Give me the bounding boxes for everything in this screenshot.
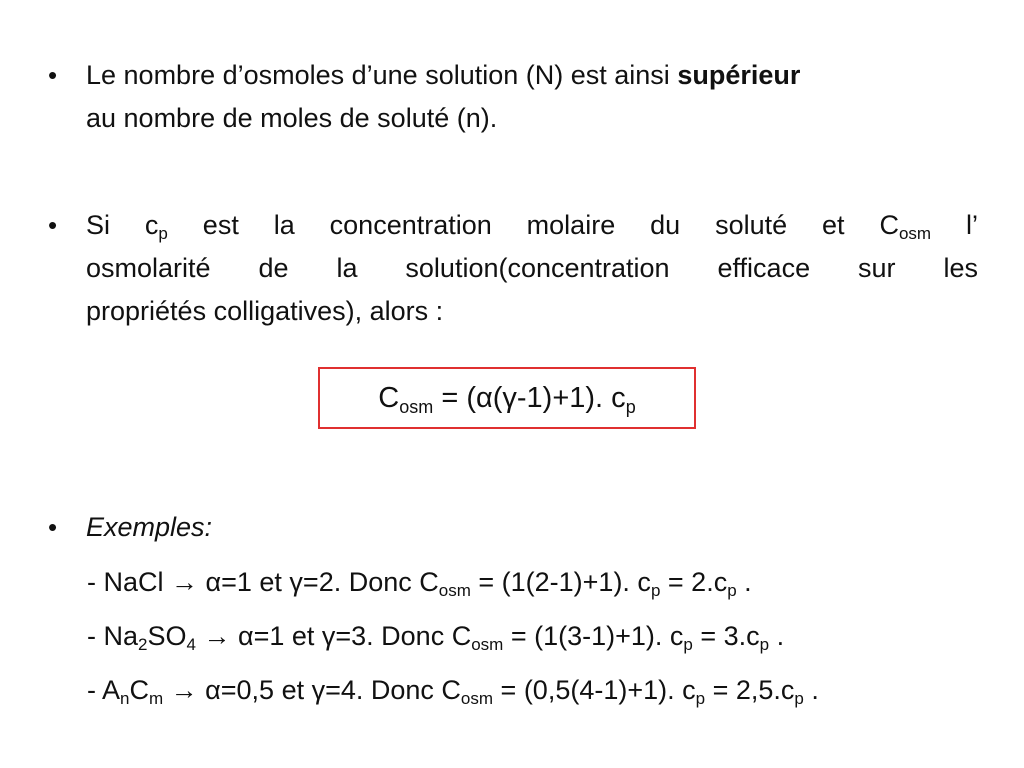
bullet-text	[86, 54, 978, 140]
bullet-dot: •	[48, 512, 58, 542]
bullet-osmoles	[48, 54, 978, 140]
bullet2-line3: propriétés colligatives), alors :	[86, 296, 444, 326]
bold-superieur: supérieur	[677, 60, 801, 90]
bullet2-line2: osmolarité de la solution(concentration efficace sur les	[86, 253, 978, 283]
example-nacl: - NaCl → α=1 et γ=2. Donc $C_{osm} = (1(2-1)+1)$. $c_p = 2.c_p$ .	[87, 567, 752, 600]
bullet1-line2: au nombre de moles de soluté (n).	[86, 103, 498, 133]
bullet-exemples	[48, 506, 978, 549]
bullet-concentration	[48, 204, 978, 333]
bullet-dot: •	[48, 60, 58, 90]
bullet-text	[86, 204, 978, 333]
bullet2-line1: Si $c_p$ est la concentration molaire du soluté et $C_{osm}$ l’	[86, 210, 978, 243]
bullet-dot: •	[48, 210, 58, 240]
formula-box: $C_{osm} = (\alpha(\gamma-1)+1)$. $c_p$	[318, 367, 696, 429]
example-na2so4: - $Na_2SO_4 \to \alpha=1$ et γ=3. Donc $C_{osm} = (1(3-1)+1)$. $c_p = 3.c_p$ .	[87, 621, 785, 654]
bullet-text	[86, 506, 978, 549]
exemples-label: Exemples:	[86, 512, 213, 542]
bullet1-line1: Le nombre d’osmoles d’une solution (N) est ainsi supérieur	[86, 60, 801, 90]
example-ancm: - $A_nC_m \to \alpha=0,5$ et γ=4. Donc $C_{osm} = (0,5(4-1)+1)$. $c_p = 2,5.c_p$ .	[87, 675, 819, 708]
